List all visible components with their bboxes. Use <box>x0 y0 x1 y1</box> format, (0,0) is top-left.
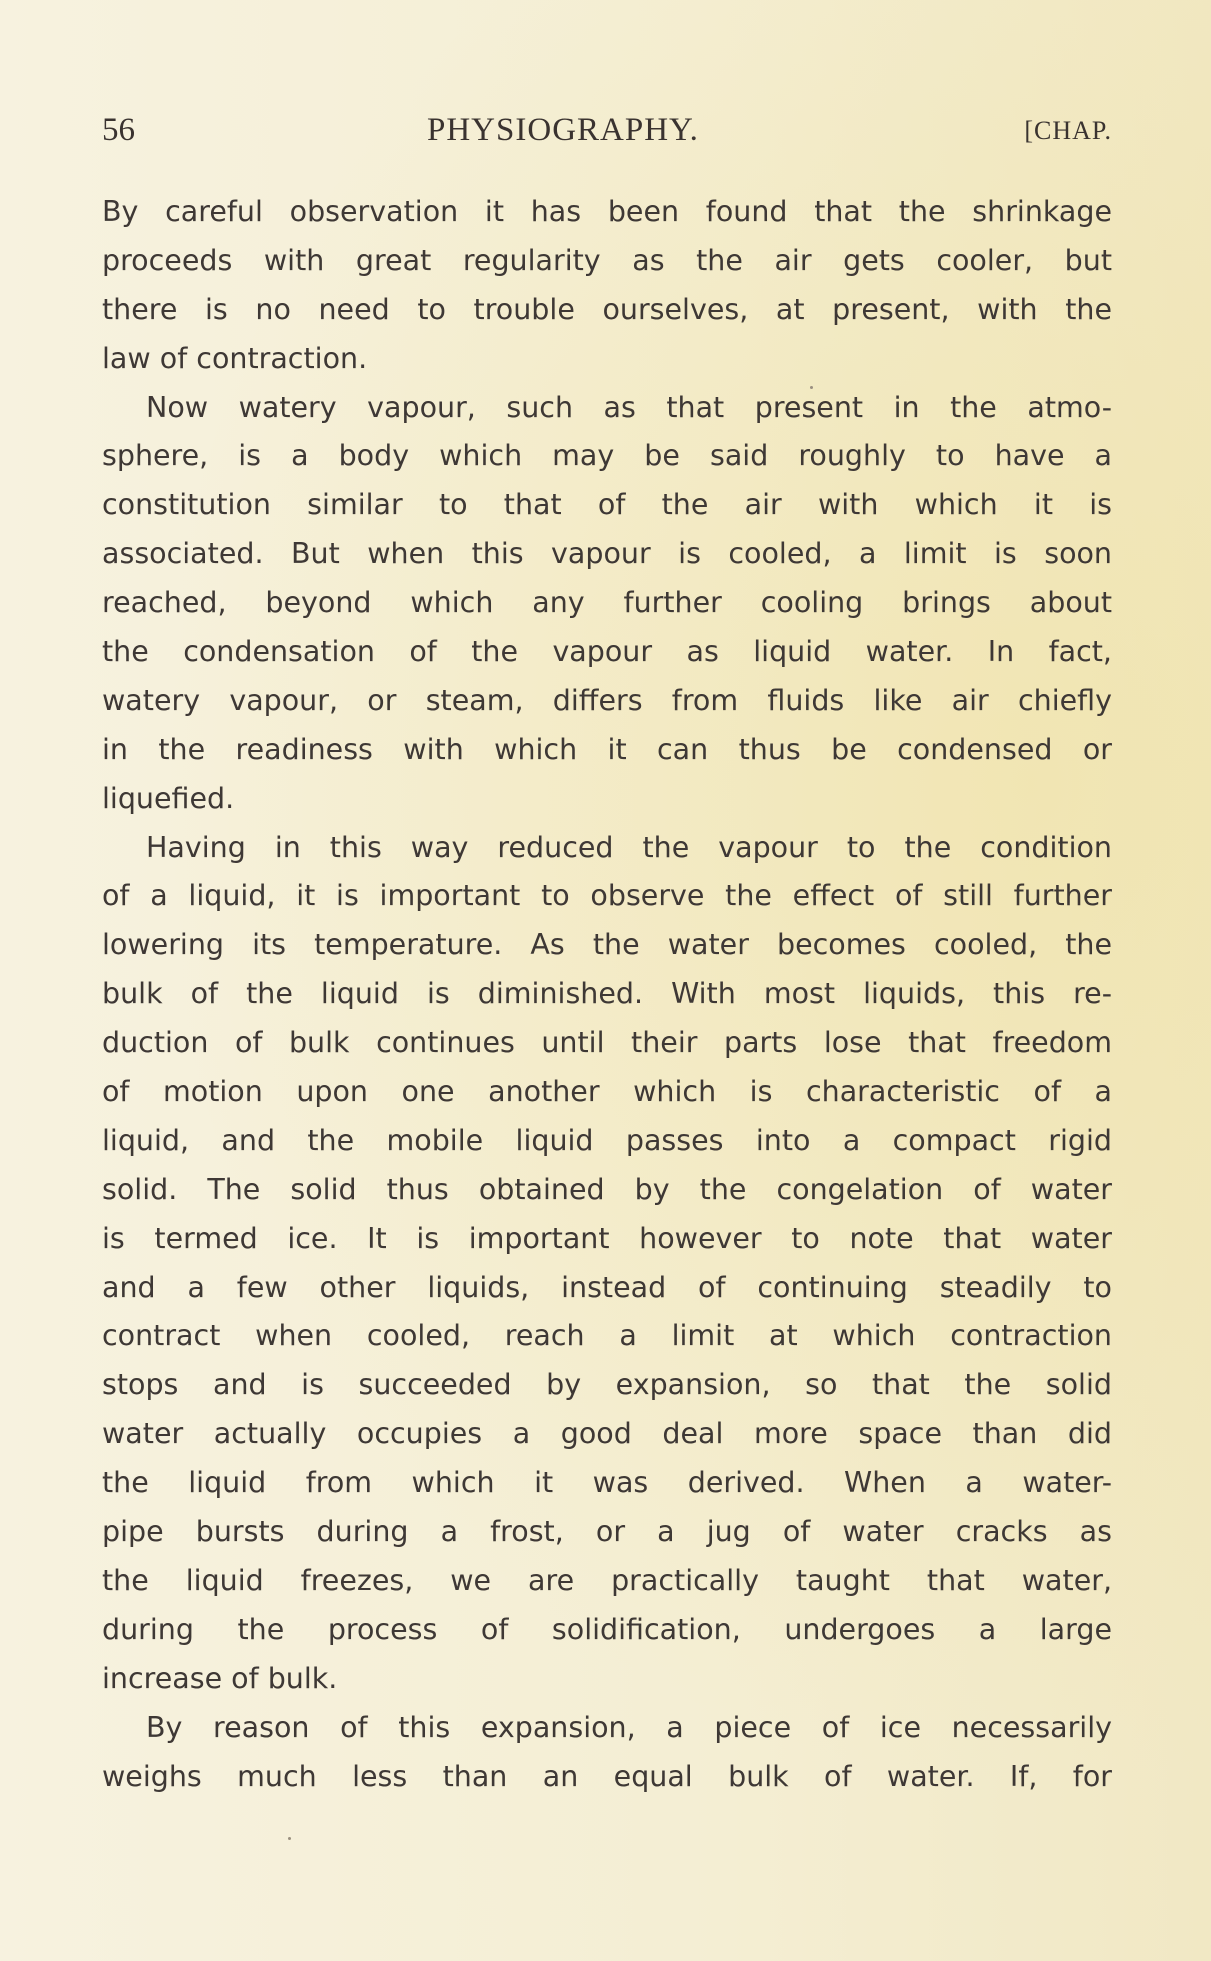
text-line: weighs much less than an equal bulk of water. If, for <box>102 1759 1112 1793</box>
text-line: By careful observation it has been found that the shrinkage <box>102 195 1112 228</box>
body-text <box>102 188 1112 1801</box>
chapter-mark: [CHAP. <box>1024 116 1112 145</box>
text-line: of motion upon one another which is characteristic of a <box>102 1075 1112 1109</box>
text-line: sphere, is a body which may be said roughly to have a <box>102 439 1112 473</box>
text-line: By reason of this expansion, a piece of ice necessarily <box>146 1710 1112 1744</box>
text-line: constitution similar to that of the air with which it is <box>102 488 1112 522</box>
text-line: liquefied. <box>102 781 235 815</box>
text-line: increase of bulk. <box>102 1661 338 1695</box>
text-line: of a liquid, it is important to observe the effect of still further <box>102 879 1112 913</box>
text-line: reached, beyond which any further cooling brings about <box>102 586 1112 620</box>
text-line: during the process of solidification, undergoes a large <box>102 1612 1112 1646</box>
text-line: contract when cooled, reach a limit at which contraction <box>102 1319 1112 1353</box>
text-line: solid. The solid thus obtained by the congelation of water <box>102 1172 1112 1206</box>
text-line: lowering its temperature. As the water becomes cooled, the <box>102 928 1112 962</box>
text-line: stops and is succeeded by expansion, so that the solid <box>102 1368 1112 1402</box>
text-line: in the readiness with which it can thus be condensed or <box>102 732 1112 766</box>
running-title: PHYSIOGRAPHY. <box>427 112 699 148</box>
page-number: 56 <box>102 112 135 148</box>
text-line: watery vapour, or steam, differs from fluids like air chiefly <box>102 683 1112 717</box>
text-line: there is no need to trouble ourselves, at present, with the <box>102 292 1112 326</box>
paper-speck <box>810 386 813 389</box>
running-header <box>102 112 1112 158</box>
text-line: water actually occupies a good deal more space than did <box>102 1417 1112 1451</box>
text-line: duction of bulk continues until their parts lose that freedom <box>102 1026 1112 1060</box>
text-line: law of contraction. <box>102 341 368 375</box>
text-line: the liquid from which it was derived. When a water- <box>102 1466 1112 1500</box>
text-line: Having in this way reduced the vapour to the condition <box>146 830 1112 864</box>
text-line: bulk of the liquid is diminished. With most liquids, this re- <box>102 977 1112 1011</box>
paper-speck <box>288 1837 291 1840</box>
text-line: proceeds with great regularity as the air gets cooler, but <box>102 243 1112 277</box>
text-line: and a few other liquids, instead of continuing steadily to <box>102 1270 1112 1304</box>
text-line: Now watery vapour, such as that present in the atmo- <box>146 390 1112 424</box>
text-line: the condensation of the vapour as liquid water. In fact, <box>102 635 1112 669</box>
text-line: pipe bursts during a frost, or a jug of water cracks as <box>102 1515 1112 1549</box>
text-line: the liquid freezes, we are practically taught that water, <box>102 1563 1112 1597</box>
text-line: associated. But when this vapour is cooled, a limit is soon <box>102 537 1112 571</box>
text-line: liquid, and the mobile liquid passes into a compact rigid <box>102 1123 1112 1157</box>
text-line: is termed ice. It is important however to note that water <box>102 1221 1112 1255</box>
